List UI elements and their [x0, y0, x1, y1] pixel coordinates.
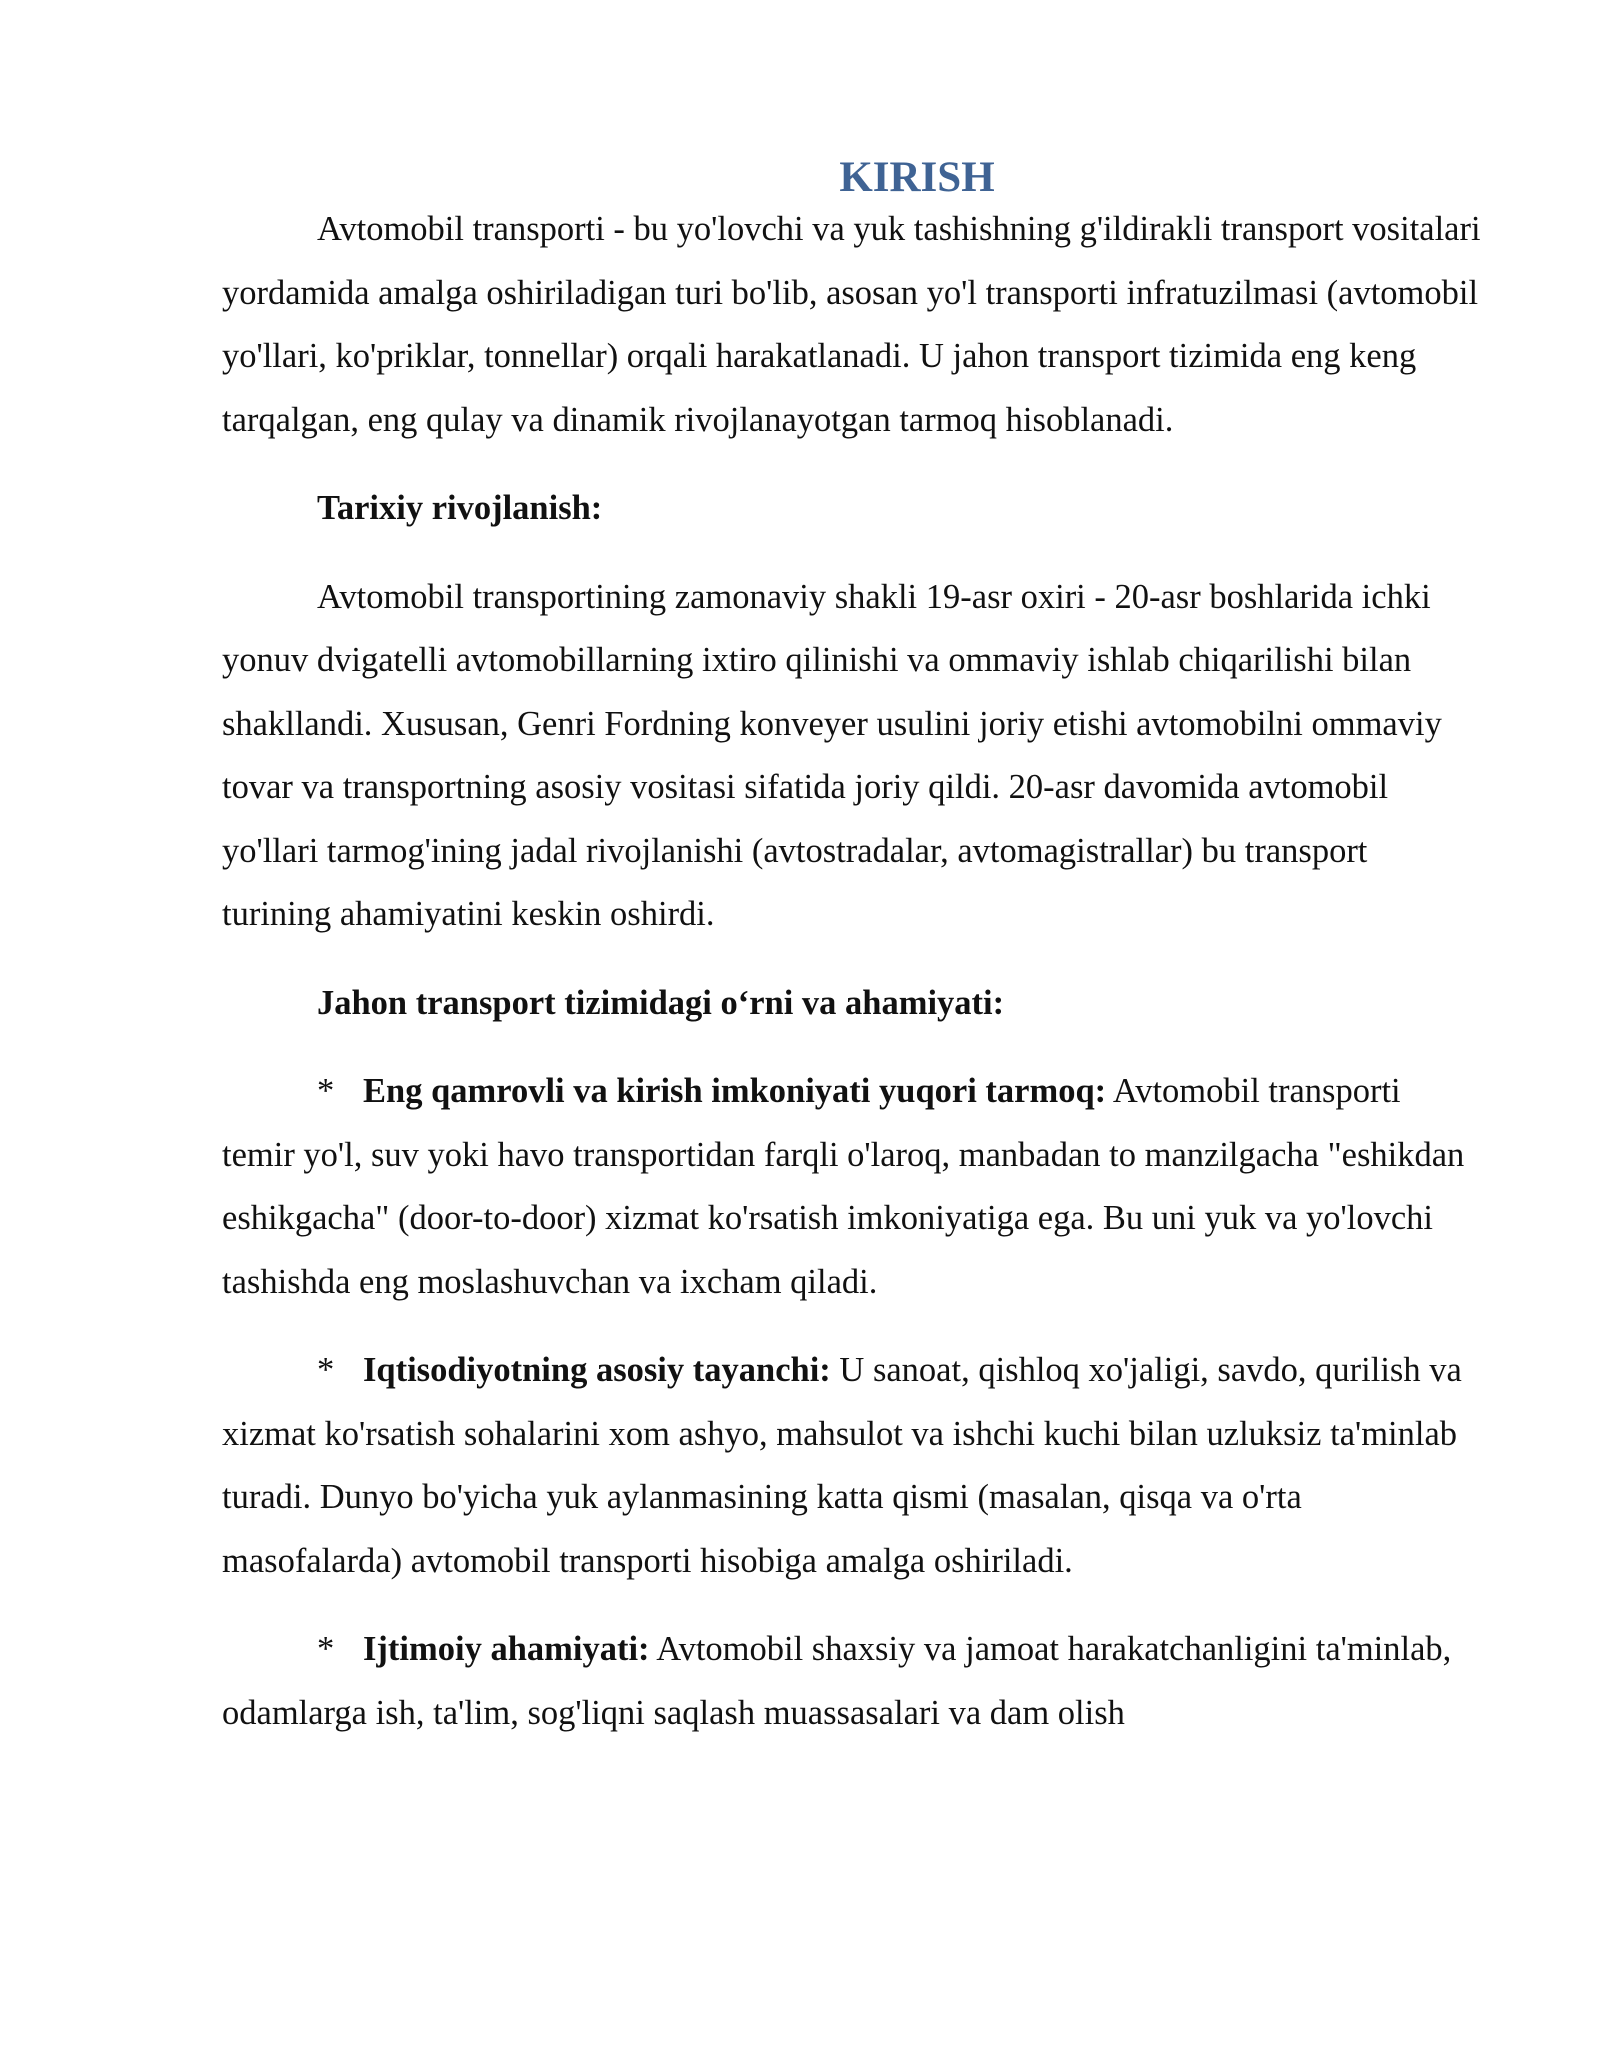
bullet-text-3: Avtomobil shaxsiy va jamoat harakatchanligini ta'minlab, odamlarga ish, ta'lim, sog'liqni saqlash muassasalari va dam olish — [222, 1630, 1452, 1732]
history-paragraph: Avtomobil transportining zamonaviy shakli 19-asr oxiri - 20-asr boshlarida ichki yonuv dvigatelli avtomobillarning ixtiro qilinishi va ommaviy ishlab chiqarilishi bilan shakllandi. Xususan, Genri Fordning konveyer usulini joriy etishi avtomobilni ommaviy tovar va transportning asosiy vositasi sifatida joriy qildi. 20-asr davomida avtomobil yo'llari tarmog'ining jadal rivojlanishi (avtostradalar, avtomagistrallar) bu transport turining ahamiyatini keskin oshirdi. — [222, 577, 1442, 933]
bullet-paragraph-1 — [222, 1060, 1482, 1314]
history-heading: Tarixiy rivojlanish: — [317, 489, 603, 527]
page-title: KIRISH — [839, 154, 995, 201]
bullet-paragraph-2 — [222, 1339, 1482, 1593]
bullet-lead-2: Iqtisodiyotning asosiy tayanchi: — [363, 1351, 831, 1389]
document-body — [222, 150, 1482, 1745]
role-heading: Jahon transport tizimidagi o‘rni va ahamiyati: — [317, 983, 1005, 1022]
bullet-marker: * — [317, 1351, 335, 1389]
bullet-paragraph-3 — [222, 1618, 1482, 1745]
bullet-marker: * — [317, 1072, 335, 1110]
intro-paragraph: Avtomobil transporti - bu yo'lovchi va yuk tashishning g'ildirakli transport vositalari yordamida amalga oshiriladigan turi bo'lib, asosan yo'l transporti infratuzilmasi (avtomobil yo'llari, ko'priklar, tonnellar) orqali harakatlanadi. U jahon transport tizimida eng keng tarqalgan, eng qulay va dinamik rivojlanayotgan tarmoq hisoblanadi. — [222, 210, 1481, 439]
bullet-text-1: Avtomobil transporti temir yo'l, suv yoki havo transportidan farqli o'laroq, manbadan to manzilgacha "eshikdan eshikgacha" (door-to-door) xizmat ko'rsatish imkoniyatiga ega. Bu uni yuk va yo'lovchi tashishda eng moslashuvchan va ixcham qiladi. — [222, 1072, 1465, 1301]
bullet-text-2: U sanoat, qishloq xo'jaligi, savdo, qurilish va xizmat ko'rsatish sohalarini xom ashyo, mahsulot va ishchi kuchi bilan uzluksiz ta'minlab turadi. Dunyo bo'yicha yuk aylanmasining katta qismi (masalan, qisqa va o'rta masofalarda) avtomobil transporti hisobiga amalga oshiriladi. — [222, 1351, 1462, 1580]
bullet-marker: * — [317, 1630, 335, 1668]
bullet-lead-1: Eng qamrovli va kirish imkoniyati yuqori tarmoq: — [363, 1072, 1107, 1110]
bullet-lead-3: Ijtimoiy ahamiyati: — [363, 1630, 650, 1668]
